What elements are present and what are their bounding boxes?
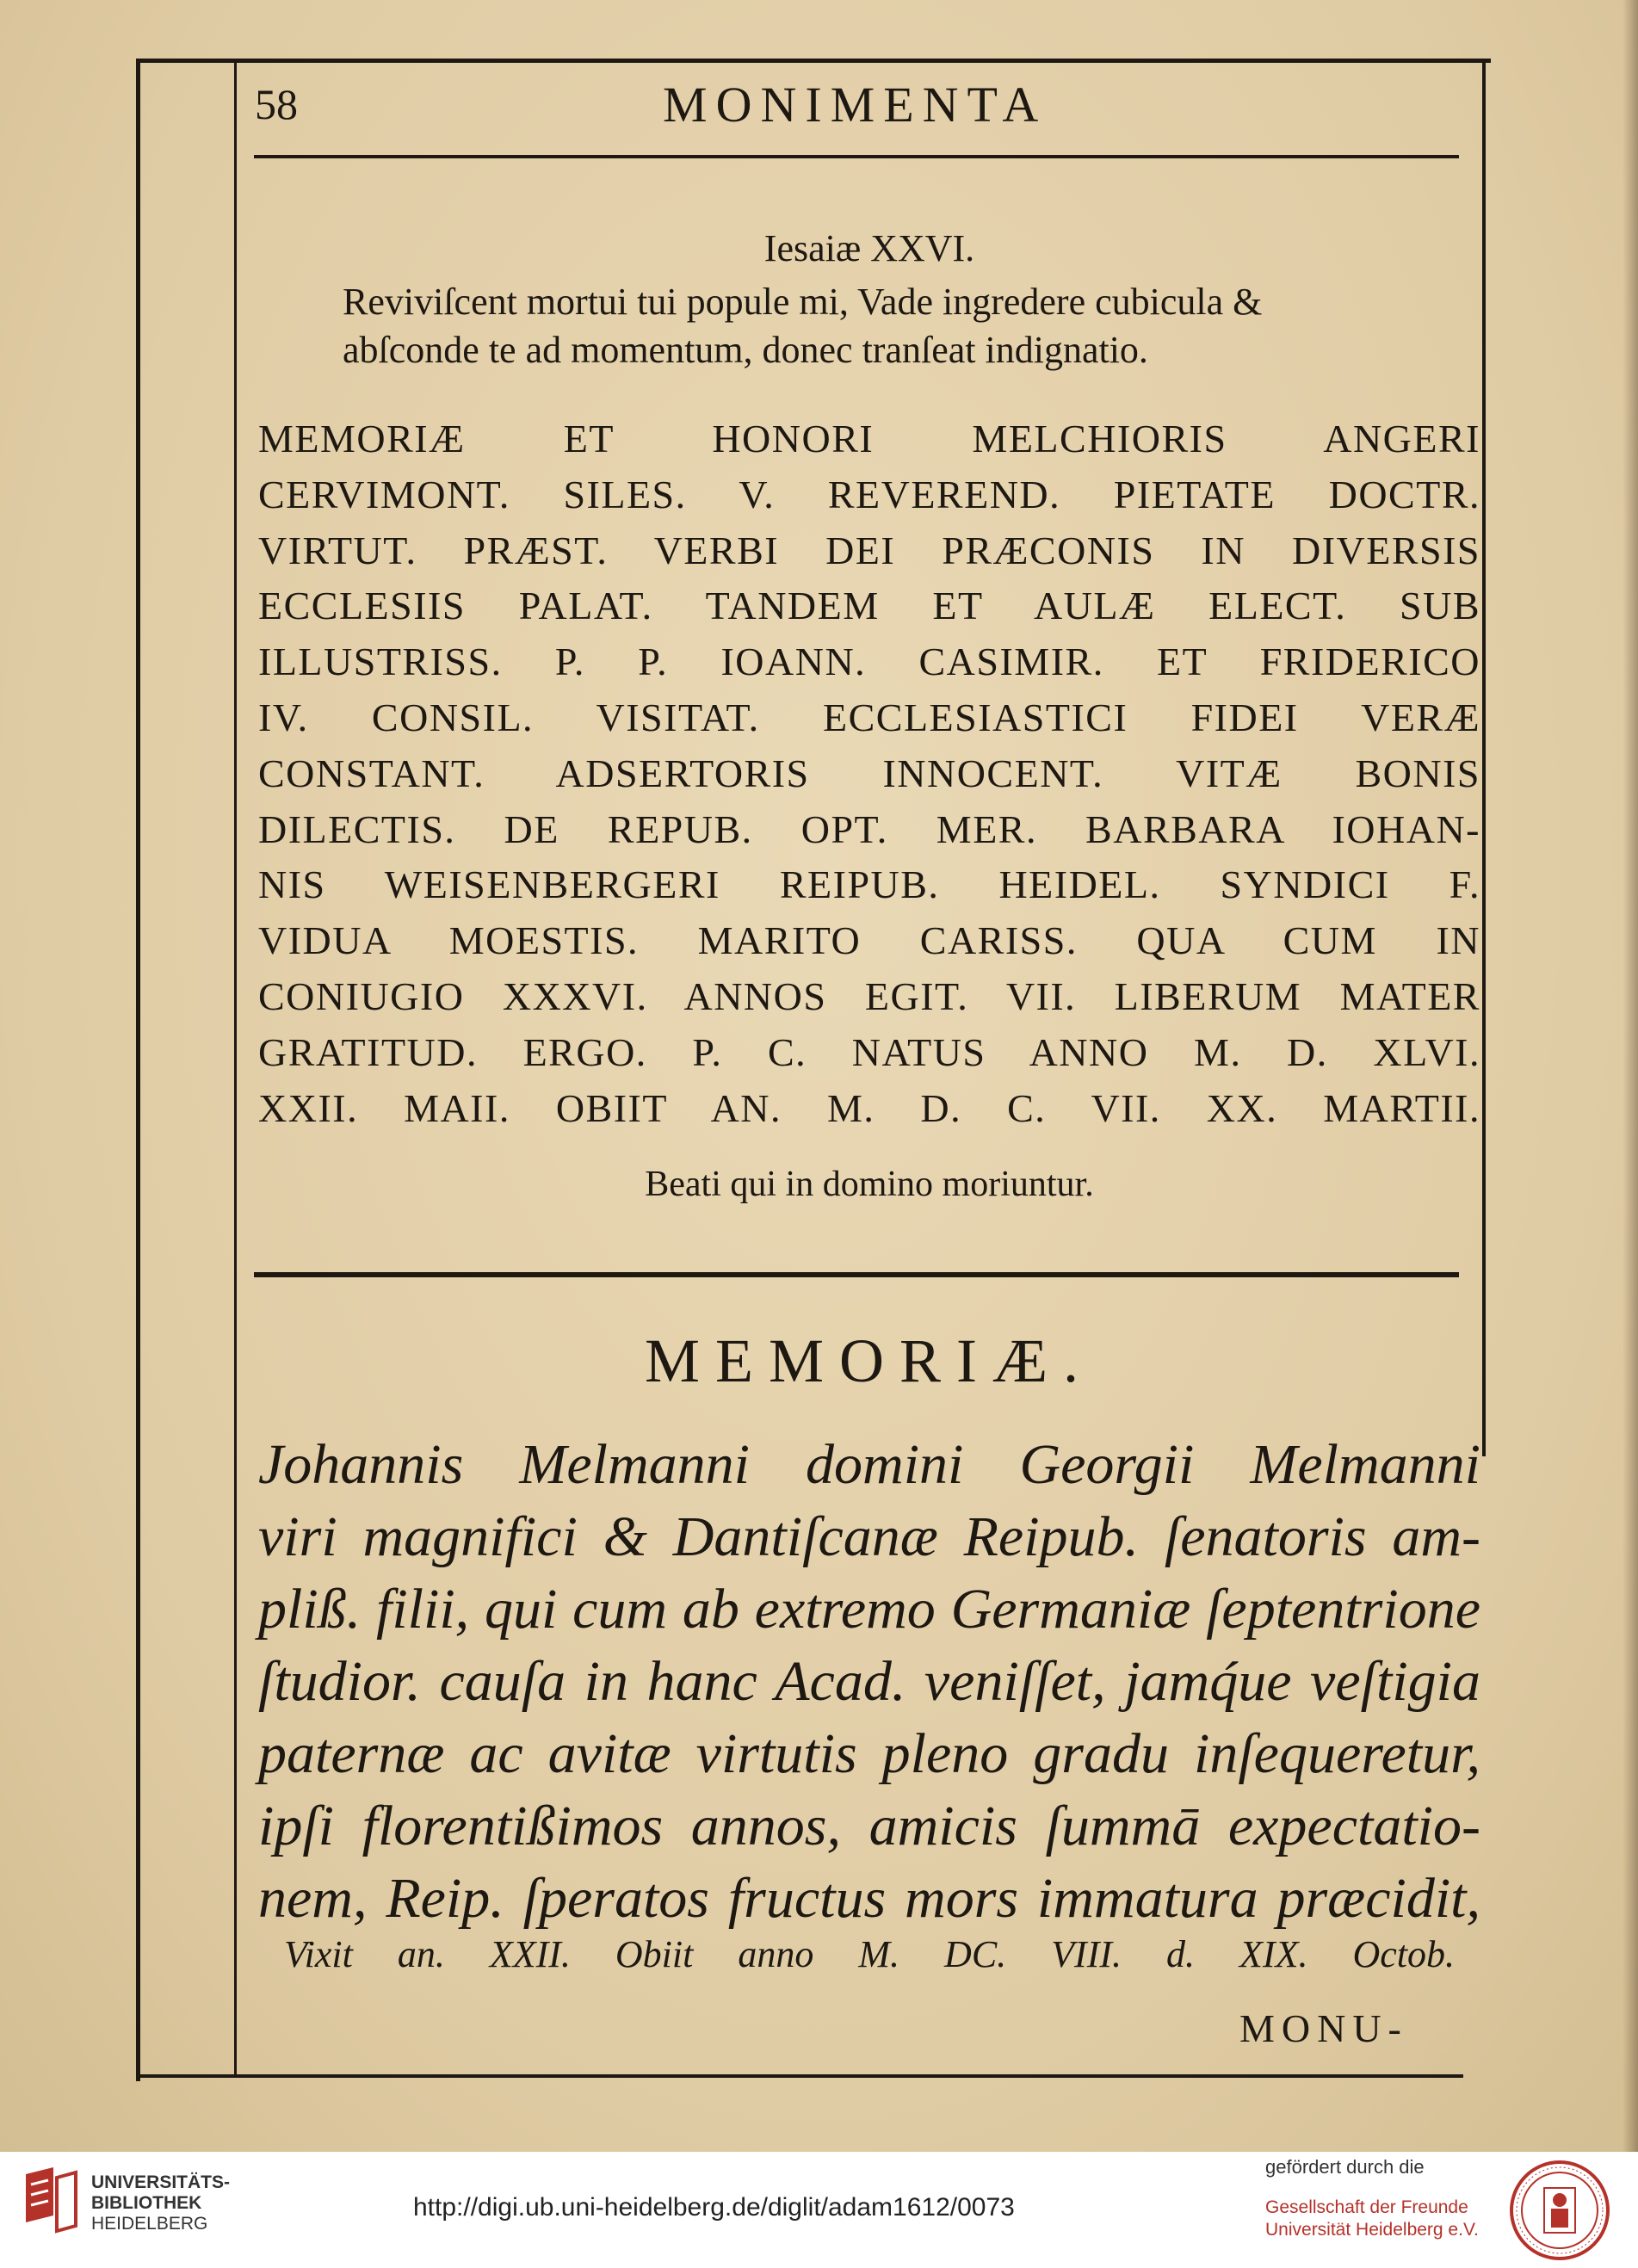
- ub-logo-icon[interactable]: [19, 2166, 79, 2234]
- italic-line: paternæ ac avitæ virtutis pleno gradu inſequeretur,: [258, 1722, 1480, 1785]
- italic-line: pliß. filii, qui cum ab extremo Germaniæ ſeptentrione: [258, 1578, 1480, 1641]
- header-rule: [254, 155, 1459, 158]
- italic-line: nem, Reip. ſperatos fructus mors immatura præcidit,: [258, 1867, 1480, 1930]
- inscription-line: DILECTIS. DE REPUB. OPT. MER. BARBARA IOHAN-: [258, 806, 1480, 851]
- frame-right-rule: [1482, 62, 1486, 1456]
- second-epitaph-title: MEMORIÆ.: [644, 1326, 1095, 1395]
- catchword: MONU-: [1239, 2006, 1408, 2050]
- inscription-line: CERVIMONT. SILES. V. REVEREND. PIETATE DOCTR.: [258, 472, 1480, 516]
- italic-line: ipſi florentißimos annos, amicis ſummā expectatio-: [258, 1795, 1480, 1857]
- sponsor-name-line: Gesellschaft der Freunde: [1265, 2197, 1468, 2217]
- sponsor-name-line: Universität Heidelberg e.V.: [1265, 2220, 1479, 2240]
- italic-line: Johannis Melmanni domini Georgii Melmanni: [258, 1433, 1480, 1496]
- inscription-line: NIS WEISENBERGERI REIPUB. HEIDEL. SYNDICI F.: [258, 862, 1480, 907]
- italic-line: ſtudior. cauſa in hanc Acad. veniſſet, jamq́ue veſtigia: [258, 1650, 1480, 1713]
- frame-left-inner-rule: [234, 62, 237, 2076]
- scripture-line: abſconde te ad momentum, donec tranſeat indignatio.: [343, 329, 1148, 371]
- frame-top-rule: [138, 59, 1491, 63]
- inscription-melchior-anger: [258, 411, 1480, 1136]
- university-seal-icon[interactable]: [1508, 2159, 1611, 2262]
- inscription-line: VIRTUT. PRÆST. VERBI DEI PRÆCONIS IN DIVERSIS: [258, 528, 1480, 572]
- frame-left-outer-rule: [136, 59, 140, 2081]
- inscription-line: XXII. MAII. OBIIT AN. M. D. C. VII. XX. MARTII.: [258, 1085, 1480, 1130]
- inscription-line: MEMORIÆ ET HONORI MELCHIORIS ANGERI: [258, 417, 1480, 460]
- inscription-line: ECCLESIIS PALAT. TANDEM ET AULÆ ELECT. SUB: [258, 584, 1480, 628]
- scripture-reference: Iesaiæ XXVI.: [763, 227, 975, 269]
- permalink-url[interactable]: http://digi.ub.uni-heidelberg.de/diglit/adam1612/0073: [413, 2193, 1015, 2222]
- scripture-line: Reviviſcent mortui tui popule mi, Vade ingredere cubicula &: [343, 281, 1263, 323]
- page-edge-shadow: [1623, 0, 1638, 2152]
- page-number: 58: [255, 80, 298, 128]
- running-title: MONIMENTA: [663, 77, 1048, 133]
- scripture-quote: [343, 278, 1479, 374]
- library-name-line: UNIVERSITÄTS-: [91, 2172, 231, 2192]
- inscription-line: CONSTANT. ADSERTORIS INNOCENT. VITÆ BONIS: [258, 751, 1480, 795]
- inscription-line: ILLUSTRISS. P. P. IOANN. CASIMIR. ET FRIDERICO: [258, 640, 1480, 684]
- sponsor-name[interactable]: [1265, 2197, 1479, 2241]
- sponsor-label: gefördert durch die: [1265, 2156, 1425, 2178]
- life-dates: Vixit an. XXII. Obiit anno M. DC. VIII. d. XIX. Octob.: [284, 1933, 1455, 1975]
- bottom-rule: [138, 2074, 1463, 2078]
- closing-line: Beati qui in domino moriuntur.: [645, 1165, 1094, 1204]
- italic-line: viri magnifici & Dantiſcanæ Reipub. ſenatoris am-: [258, 1505, 1480, 1568]
- inscription-line: VIDUA MOESTIS. MARITO CARISS. QUA CUM IN: [258, 918, 1480, 963]
- inscription-line: CONIUGIO XXXVI. ANNOS EGIT. VII. LIBERUM MATER: [258, 973, 1480, 1018]
- inscription-line: GRATITUD. ERGO. P. C. NATUS ANNO M. D. XLVI.: [258, 1029, 1480, 1074]
- inscription-line: IV. CONSIL. VISITAT. ECCLESIASTICI FIDEI VERÆ: [258, 695, 1480, 739]
- library-name[interactable]: [91, 2172, 230, 2234]
- library-name-line: HEIDELBERG: [91, 2214, 208, 2234]
- section-divider-rule: [254, 1272, 1459, 1277]
- inscription-johannes-melmann: [258, 1429, 1480, 1935]
- library-name-line: BIBLIOTHEK: [91, 2193, 202, 2213]
